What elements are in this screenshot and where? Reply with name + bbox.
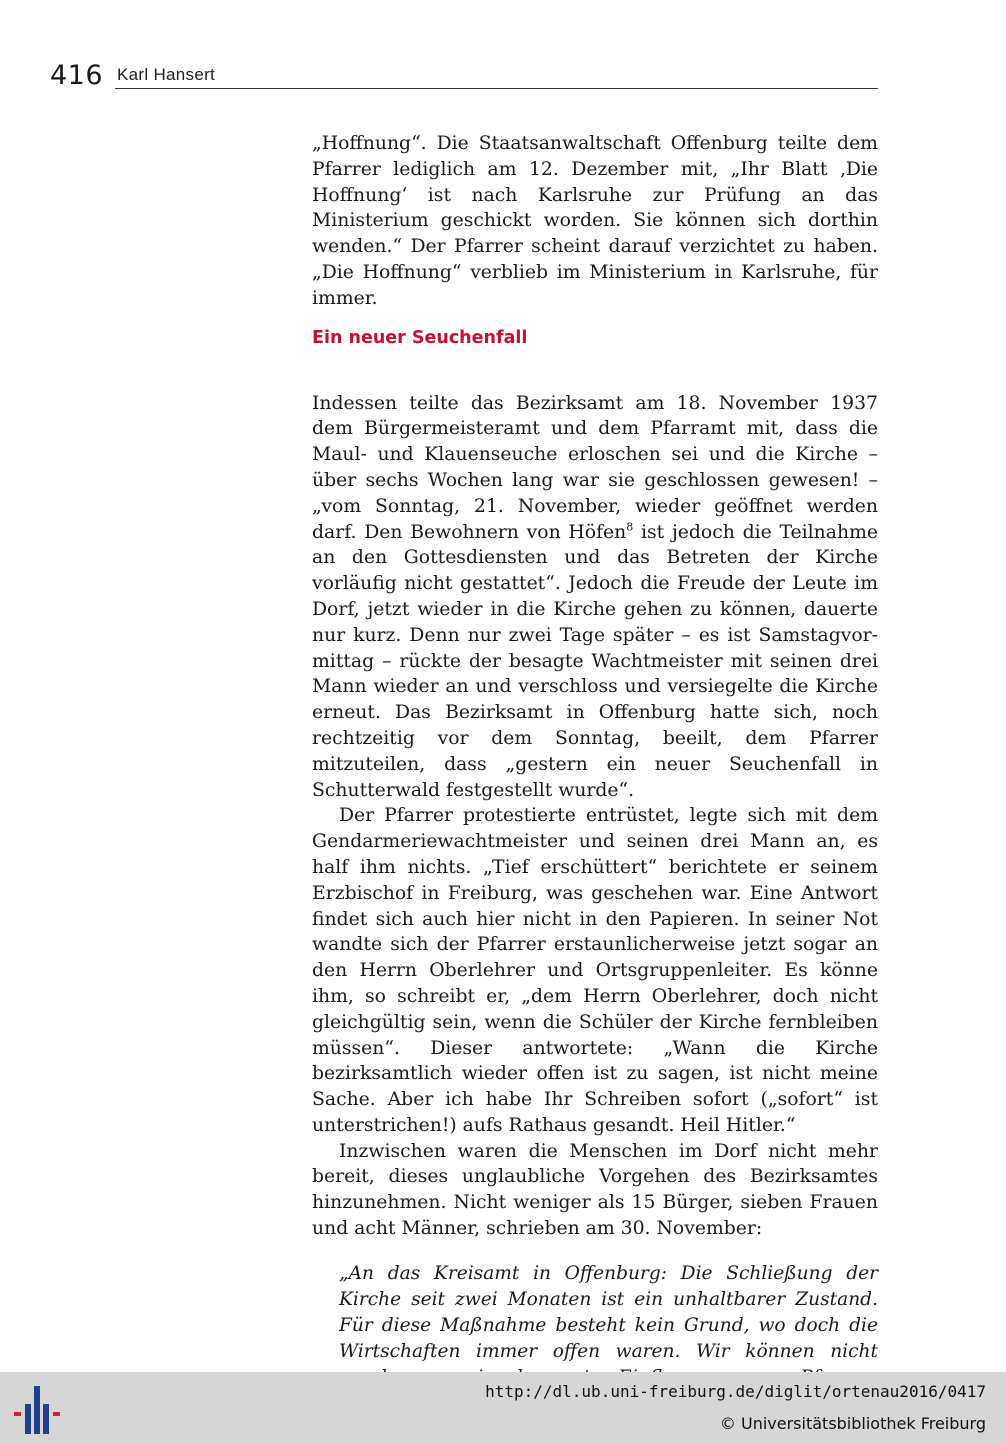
- footnote-ref[interactable]: 8: [626, 520, 634, 534]
- section-spacer: [312, 312, 878, 391]
- paragraph-2: Der Pfarrer protestierte entrüstet, legte sich mit dem Gendarmeriewachtmeister und seinen drei Mann an, es half ihm nichts. „Tief erschüttert“ berichtete er seinem Erzbischof in Freiburg, was geschehen war. Eine Antwort findet sich auch hier nicht in den Papieren. In seiner Not wandte sich der Pfarrer erstaunlicherweise jetzt sogar an den Herrn Oberlehrer und Ortsgruppenleiter. Es könne ihm, so schreibt er, „dem Herrn Oberlehrer, doch nicht gleichgültig sein, wenn die Schüler der Kirche fernbleiben müssen“. Dieser antwortete: „Wann die Kirche bezirksamtlich wieder offen ist zu sagen, ist nicht meine Sache. Aber ich habe Ihr Schreiben sofort („sofort“ ist unterstrichen!) aufs Rathaus gesandt. Heil Hitler.“: [312, 805, 878, 1136]
- header-rule: [115, 88, 878, 89]
- main-text: [312, 131, 878, 1417]
- block-quote: „An das Kreisamt in Offenburg: Die Schließung der Kirche seit zwei Monaten ist ein unhaltbarer Zustand. Für diese Maßnahme besteht kein Grund, wo doch die Wirtschaften immer offen waren. Wir können nicht: [339, 1262, 878, 1362]
- paragraph-3: Inzwischen waren die Menschen im Dorf nicht mehr bereit, dieses unglaubliche Vorgehen des Bezirksamtes hinzunehmen. Nicht weniger als 15 Bürger, sieben Frauen und acht Männer, schrieben am 30. November:: [312, 1140, 878, 1240]
- page-header: [0, 0, 1006, 100]
- running-head-author: Karl Hansert: [117, 65, 216, 84]
- copyright-notice: © Universitätsbibliothek Freiburg: [719, 1414, 986, 1433]
- source-url-link[interactable]: http://dl.ub.uni-freiburg.de/diglit/ortenau2016/0417: [485, 1382, 986, 1401]
- paragraph-1: [312, 391, 878, 804]
- intro-paragraph: „Hoffnung“. Die Staatsanwaltschaft Offenburg teilte dem Pfarrer lediglich am 12. Dezember mit, „Ihr Blatt ‚Die Hoffnung‘ ist nach Karlsruhe zur Prüfung an das Ministerium geschickt worden. Sie können sich dorthin wenden.“ Der Pfarrer scheint darauf verzichtet zu haben. „Die Hoffnung“ verblieb im Ministerium in Karlsruhe, für immer.: [312, 133, 878, 309]
- section-heading: Ein neuer Seuchenfall: [312, 328, 528, 348]
- quote-spacer: [312, 1242, 878, 1261]
- library-logo-icon: [14, 1384, 64, 1434]
- paragraph-1-text: Indessen teilte das Bezirksamt am 18. November 1937 dem Bürgermeisteramt und dem Pfarramt mit, dass die Maul- und Klauenseuche erloschen sei und die Kirche – über sechs Wochen lang war sie geschlossen gewesen! – „vom Sonntag, 21. November, wieder geöffnet werden darf. Den Bewohnern von Höfen: [312, 392, 878, 543]
- page-number: 416: [50, 60, 104, 91]
- paragraph-1-cont: ist jedoch die Teilnahme an den Gottesdiensten und das Betreten der Kirche vorläufig nicht gestattet“. Jedoch die Freude der Leute im Dorf, jetzt wieder in die Kirche gehen zu können, dauerte nur kurz. Denn nur zwei Tage später – es ist Samstagvormittag – rückte der besagte Wachtmeister mit seinen drei Mann wieder an und verschloss und versiegelte die Kirche erneut. Das Bezirksamt in Offenburg hatte sich, noch rechtzeitig vor dem Sonntag, beeilt, dem Pfarrer mitzuteilen, dass „gestern ein neuer Seuchenfall in Schutterwald festgestellt wurde“.: [312, 521, 878, 801]
- footer-bar: [0, 1372, 1006, 1444]
